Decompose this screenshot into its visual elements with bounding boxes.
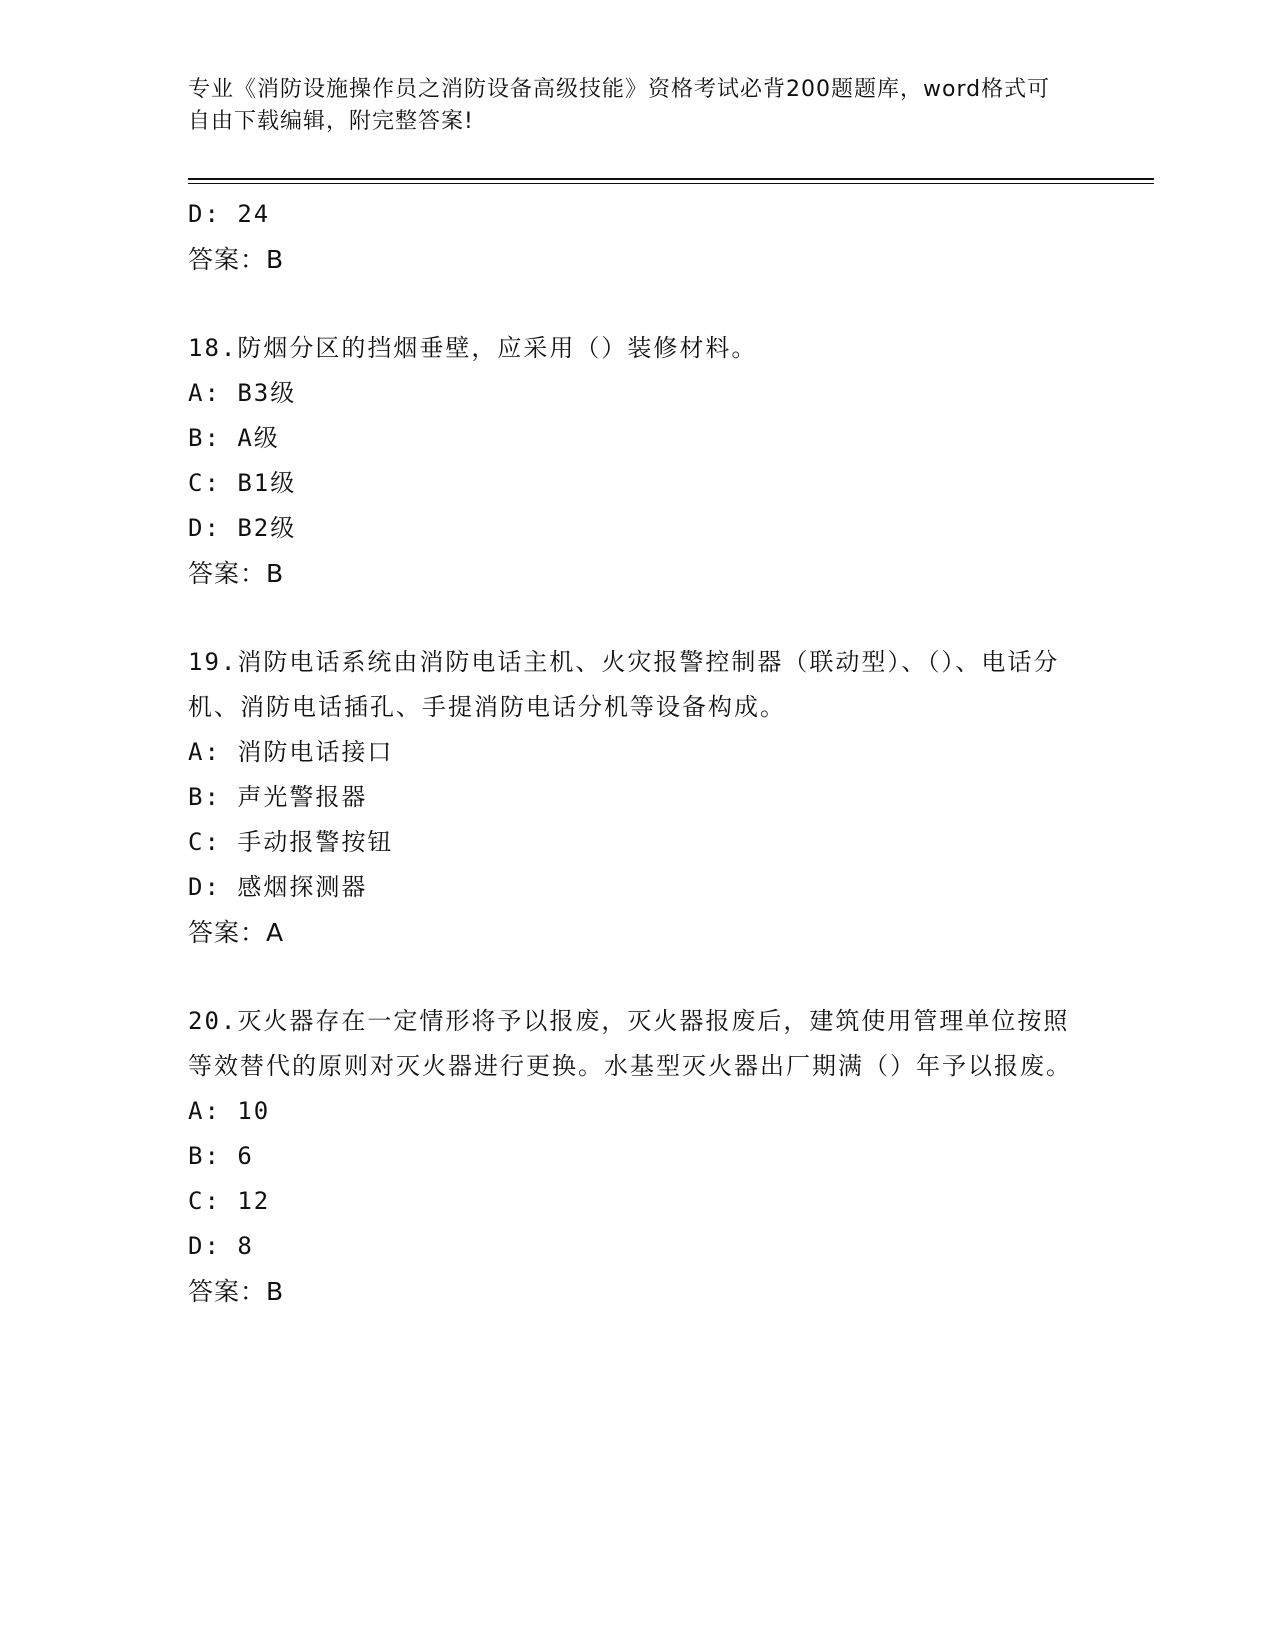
option-b: B: A级 [188, 424, 280, 452]
answer-line: 答案：B [188, 1277, 285, 1306]
header-rule-thin [188, 183, 1154, 184]
option-b: B: 声光警报器 [188, 783, 368, 811]
prev-option-d: D: 24 [188, 200, 271, 228]
option-d: D: 感烟探测器 [188, 873, 368, 901]
option-d: D: B2级 [188, 514, 297, 542]
question-text: 20.灭火器存在一定情形将予以报废，灭火器报废后，建筑使用管理单位按照等效替代的原则对灭火器进行更换。水基型灭火器出厂期满（）年予以报废。 [188, 1007, 1072, 1080]
question-text: 18.防烟分区的挡烟垂壁，应采用（）装修材料。 [188, 334, 758, 362]
option-a: A: B3级 [188, 379, 297, 407]
option-a: A: 10 [188, 1097, 271, 1125]
spacer [188, 282, 1088, 326]
question-20 [188, 999, 1088, 1314]
option-c: C: 12 [188, 1187, 271, 1215]
spacer [188, 955, 1088, 999]
option-b: B: 6 [188, 1142, 254, 1170]
option-c: C: 手动报警按钮 [188, 828, 394, 856]
answer-line: 答案：A [188, 918, 285, 947]
spacer [188, 596, 1088, 640]
header-rule-thick [188, 178, 1154, 180]
option-a: A: 消防电话接口 [188, 738, 394, 766]
option-c: C: B1级 [188, 469, 297, 497]
question-text: 19.消防电话系统由消防电话主机、火灾报警控制器（联动型）、（）、电话分机、消防电话插孔、手提消防电话分机等设备构成。 [188, 648, 1060, 721]
answer-line: 答案：B [188, 559, 285, 588]
question-19 [188, 640, 1088, 955]
option-d: D: 8 [188, 1232, 254, 1260]
prev-answer: 答案：B [188, 245, 285, 274]
question-18 [188, 326, 1088, 596]
document-content [188, 192, 1088, 1314]
document-header-title: 专业《消防设施操作员之消防设备高级技能》资格考试必背200题题库，word格式可自由下载编辑，附完整答案! [188, 77, 1051, 134]
